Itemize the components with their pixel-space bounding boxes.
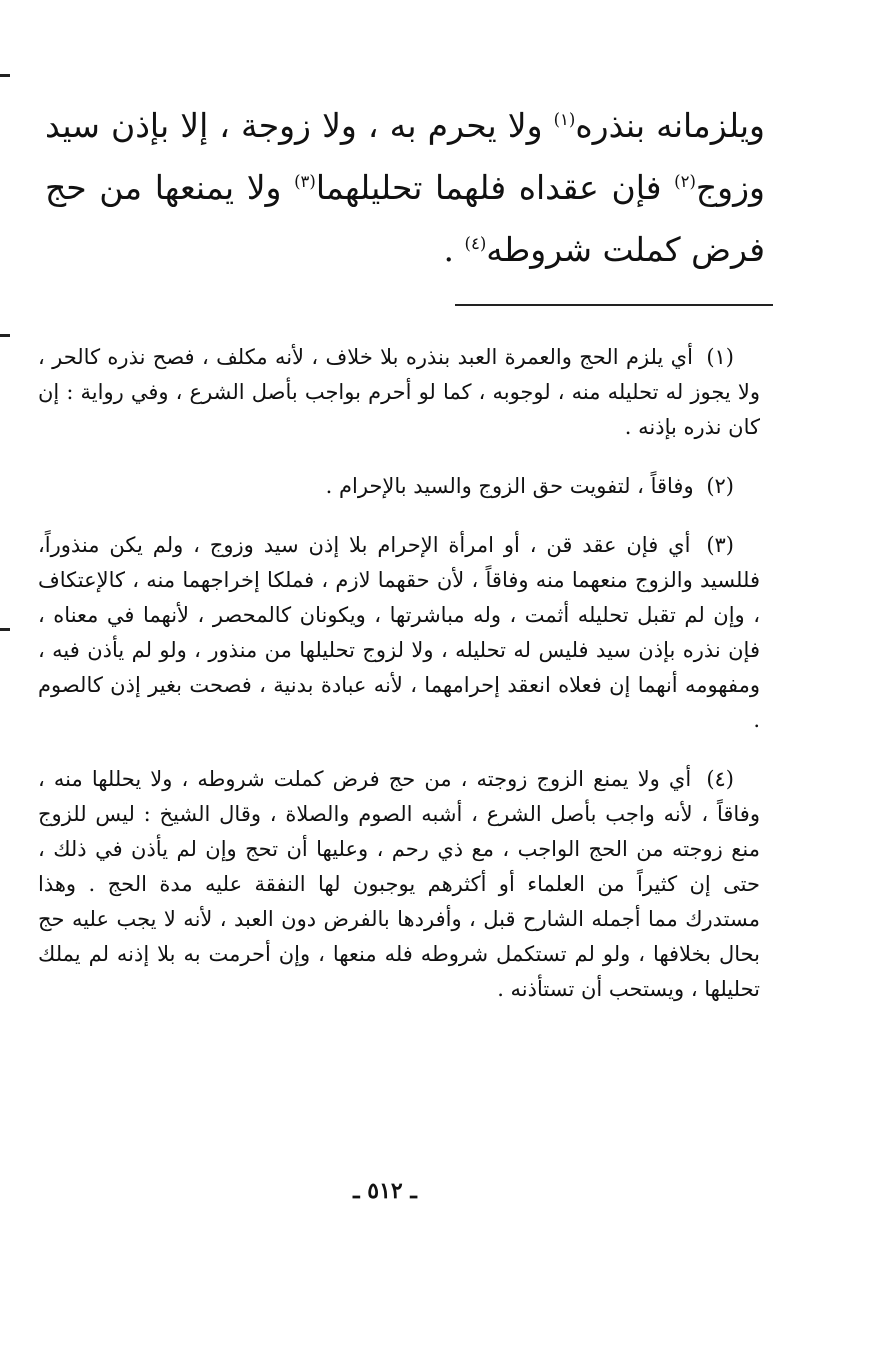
footnote-ref: (٣) xyxy=(294,172,316,191)
footnote-2 xyxy=(38,469,760,504)
footnote-number: (١) xyxy=(706,345,734,369)
main-text-segment: . xyxy=(443,230,465,269)
footnote-ref: (٢) xyxy=(674,172,696,191)
footnote-number: (٣) xyxy=(706,533,734,557)
footnote-number: (٤) xyxy=(706,767,734,791)
footnote-text: وفاقاً ، لتفويت حق الزوج والسيد بالإحرام . xyxy=(325,474,694,498)
main-text-segment: ولا يحرم به ، ولا زوجة ، إلا بإذن سيد وزوج xyxy=(45,106,765,207)
main-text-segment: ويلزمانه بنذره xyxy=(575,106,765,145)
footnotes xyxy=(38,340,760,1007)
main-paragraph xyxy=(45,95,765,281)
footnote-ref: (١) xyxy=(553,110,576,129)
page-edge-mark xyxy=(0,628,10,631)
footnote-number: (٢) xyxy=(706,474,734,498)
main-text-segment: فإن عقداه فلهما تحليلهما xyxy=(315,168,675,207)
page-edge-mark xyxy=(0,74,10,77)
footnote-text: أي ولا يمنع الزوج زوجته ، من حج فرض كملت شروطه ، ولا يحللها منه ، وفاقاً ، لأنه واجب بأصل الشرع ، أشبه الصوم والصلاة ، وقال الشيخ : ليس للزوج منع زوجته من الحج الواجب ، مع ذي رحم ، وعليها أن تحج وإن لم يأذن في ذلك ، حتى إن كثيراً من العلماء أو أكثرهم يوجبون لها النفقة عليه مدة الحج . وهذا مستدرك مما أجمله الشارح قبل ، وأفردها بالفرض دون العبد ، لأنه لا يجب عليه حج بحال بخلافها ، ولو لم تستكمل شروطه فله منعها ، وإن أحرمت به بلا إذنه لم يملك تحليلها ، ويستحب أن تستأذنه . xyxy=(38,767,760,1001)
footnote-3 xyxy=(38,528,760,738)
footnote-text: أي يلزم الحج والعمرة العبد بنذره بلا خلاف ، لأنه مكلف ، فصح نذره كالحر ، ولا يجوز له تحليله منه ، لوجوبه ، كما لو أحرم بواجب بأصل الشرع ، وفي رواية : إن كان نذره بإذنه . xyxy=(38,345,760,439)
footnote-4 xyxy=(38,762,760,1007)
footnote-text: أي فإن عقد قن ، أو امرأة الإحرام بلا إذن سيد وزوج ، ولم يكن منذوراً، فللسيد والزوج منعهما منه وفاقاً ، لأن حقهما لازم ، فملكا إخراجهما منه ، كالإعتكاف ، وإن لم تقبل تحليله أثمت ، وله مباشرتها ، ويكونان كالمحصر ، لأنهما في معناه ، فإن نذره بإذن سيد فليس له تحليله ، ولا لزوج تحليلها من منذور ، ولو لم يأذن فيه ، ومفهومه أنهما إن فعلاه انعقد إحرامهما ، لأنه عبادة بدنية ، فصحت بغير إذن كالصوم . xyxy=(38,533,760,732)
footnote-ref: (٤) xyxy=(464,234,487,253)
footnote-1 xyxy=(38,340,760,445)
main-text xyxy=(45,95,765,281)
footnote-divider xyxy=(455,304,773,306)
main-text-segment: ولا يمنعها من حج فرض كملت شروطه xyxy=(45,168,765,269)
page-number: ـ ٥١٢ ـ xyxy=(353,1178,417,1204)
page-edge-mark xyxy=(0,334,10,337)
